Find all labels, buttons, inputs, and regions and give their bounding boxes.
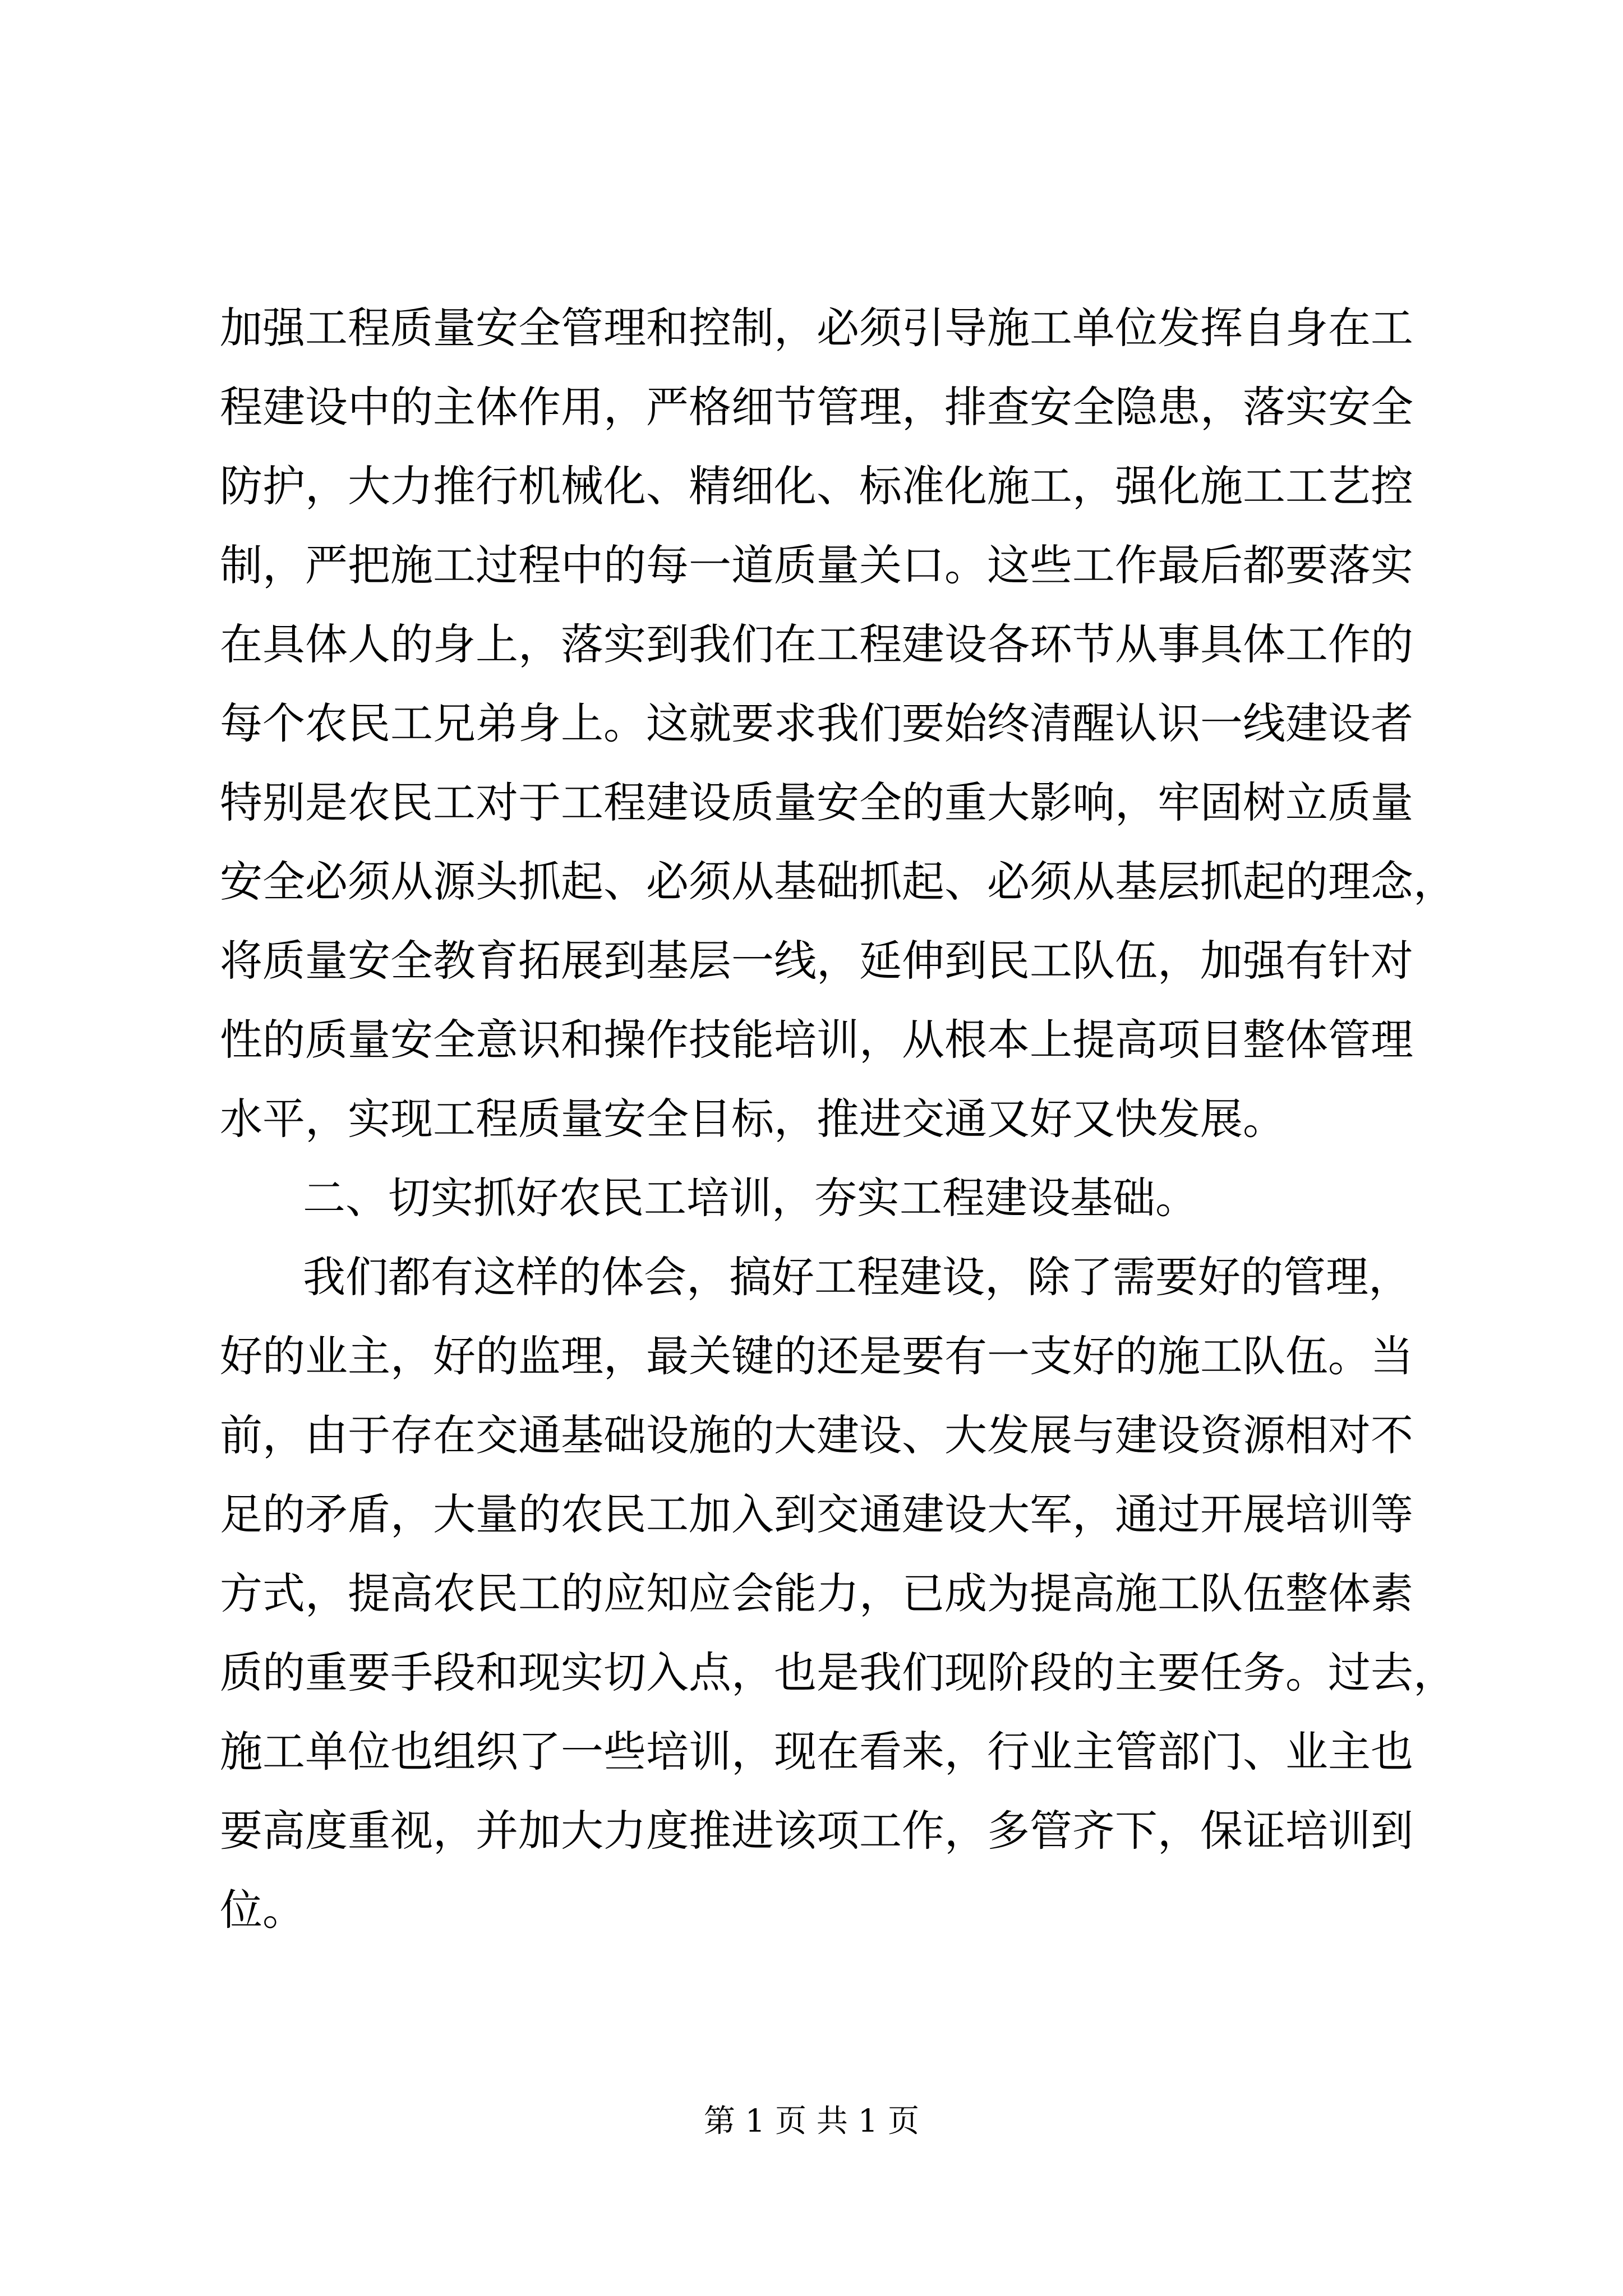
paragraph-line: 性的质量安全意识和操作技能培训，从根本上提高项目整体管理 [220,1015,1413,1065]
paragraph-line: 好的业主，好的监理，最关键的还是要有一支好的施工队伍。当 [220,1331,1413,1381]
paragraph-line: 每个农民工兄弟身上。这就要求我们要始终清醒认识一线建设者 [220,698,1413,748]
paragraph-line: 质的重要手段和现实切入点，也是我们现阶段的主要任务。过去， [220,1648,1456,1697]
paragraph-line: 方式，提高农民工的应知应会能力，已成为提高施工队伍整体素 [220,1568,1413,1618]
paragraph-line: 制，严把施工过程中的每一道质量关口。这些工作最后都要落实 [220,540,1413,590]
paragraph-line: 水平，实现工程质量安全目标，推进交通又好又快发展。 [220,1094,1285,1144]
paragraph-line: 位。 [220,1885,305,1935]
page-footer: 第 1 页 共 1 页 [703,2103,920,2139]
paragraph-line: 在具体人的身上，落实到我们在工程建设各环节从事具体工作的 [220,619,1413,669]
paragraph-line: 特别是农民工对于工程建设质量安全的重大影响，牢固树立质量 [220,777,1413,827]
paragraph-line: 将质量安全教育拓展到基层一线，延伸到民工队伍，加强有针对 [220,936,1413,986]
paragraph-line: 足的矛盾，大量的农民工加入到交通建设大军，通过开展培训等 [220,1489,1413,1539]
paragraph-line: 防护，大力推行机械化、精细化、标准化施工，强化施工工艺控 [220,461,1413,511]
paragraph-line: 加强工程质量安全管理和控制，必须引导施工单位发挥自身在工 [220,303,1413,353]
paragraph-line: 程建设中的主体作用，严格细节管理，排查安全隐患，落实安全 [220,382,1413,432]
paragraph-line: 安全必须从源头抓起、必须从基础抓起、必须从基层抓起的理念， [220,857,1456,907]
section-heading: 二、切实抓好农民工培训，夯实工程建设基础。 [303,1173,1198,1223]
paragraph-line: 前，由于存在交通基础设施的大建设、大发展与建设资源相对不 [220,1410,1413,1460]
paragraph-line: 要高度重视，并加大力度推进该项工作，多管齐下，保证培训到 [220,1806,1413,1856]
paragraph-line: 施工单位也组织了一些培训，现在看来，行业主管部门、业主也 [220,1727,1413,1777]
paragraph-line: 我们都有这样的体会，搞好工程建设，除了需要好的管理， [303,1252,1411,1302]
